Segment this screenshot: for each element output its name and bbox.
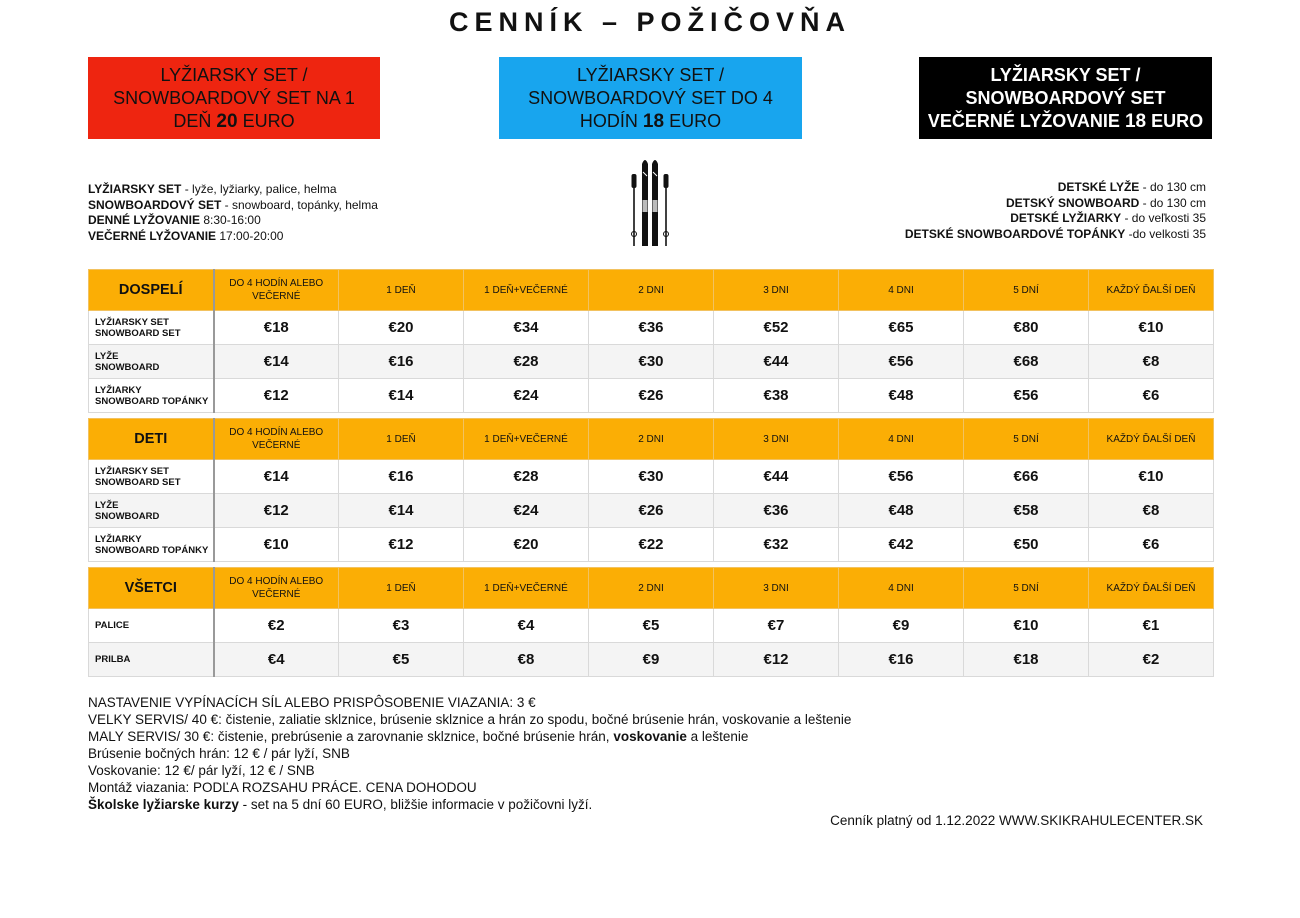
price-cell: €24 (464, 379, 589, 413)
column-header: 4 DNI (839, 568, 964, 609)
row-label-line: LYŽIARKY (95, 533, 142, 545)
row-label: PRILBA (89, 643, 214, 677)
info-text: 17:00-20:00 (216, 228, 284, 243)
promo-price: 18 (642, 110, 665, 132)
promo-4h-set (499, 57, 802, 139)
column-header: 1 DEŇ+VEČERNÉ (464, 270, 589, 311)
column-header: 1 DEŇ+VEČERNÉ (464, 419, 589, 460)
info-text: - do 130 cm (1139, 195, 1206, 210)
validity-note: Cenník platný od 1.12.2022 WWW.SKIKRAHULECENTER.SK (830, 813, 1203, 828)
promo-line: DEŇ (173, 110, 217, 131)
table-row (89, 311, 1214, 345)
promo-unit: EURO (1146, 110, 1204, 131)
table-header-row (89, 270, 1214, 311)
row-label-line: LYŽIARKY (95, 384, 142, 396)
row-label (89, 311, 214, 345)
price-table-adults (88, 269, 1214, 413)
column-header: KAŽDÝ ĎALŠÍ DEŇ (1089, 419, 1214, 460)
promo-price: 20 (216, 110, 238, 132)
info-label: DENNÉ LYŽOVANIE (88, 213, 201, 227)
price-cell: €5 (589, 609, 714, 643)
price-cell: €12 (714, 643, 839, 677)
row-label-line: LYŽIARSKY SET (95, 316, 169, 328)
service-text: - set na 5 dní 60 EURO, bližšie informacie v požičovni lyží. (238, 797, 593, 812)
price-cell: €56 (964, 379, 1089, 413)
price-cell: €4 (214, 643, 339, 677)
price-table-kids (88, 418, 1214, 562)
promo-line: VEČERNÉ LYŽOVANIE (927, 110, 1125, 131)
price-cell: €44 (714, 345, 839, 379)
info-label: VEČERNÉ LYŽOVANIE (88, 228, 217, 243)
info-label: DETSKÉ LYŽE (1057, 180, 1140, 194)
price-cell: €36 (714, 494, 839, 528)
price-cell: €10 (214, 528, 339, 562)
price-cell: €14 (214, 460, 339, 494)
column-header: DO 4 HODÍN ALEBO VEČERNÉ (214, 419, 339, 460)
column-header: 1 DEŇ (339, 568, 464, 609)
service-line (88, 796, 851, 813)
row-label (89, 379, 214, 413)
price-cell: €26 (589, 494, 714, 528)
promo-line: SNOWBOARDOVÝ SET (965, 87, 1166, 108)
page-title: CENNÍK – POŽIČOVŇA (448, 7, 852, 37)
price-cell: €9 (589, 643, 714, 677)
column-header: 3 DNI (714, 419, 839, 460)
price-cell: €16 (339, 460, 464, 494)
price-cell: €22 (589, 528, 714, 562)
column-header: KAŽDÝ ĎALŠÍ DEŇ (1089, 270, 1214, 311)
table-row (89, 609, 1214, 643)
price-cell: €34 (464, 311, 589, 345)
service-line: Voskovanie: 12 €/ pár lyží, 12 € / SNB (88, 763, 315, 778)
promo-unit: EURO (664, 110, 722, 131)
promo-line: SNOWBOARDOVÝ SET DO 4 (528, 87, 773, 108)
table-row (89, 379, 1214, 413)
price-cell: €50 (964, 528, 1089, 562)
price-cell: €1 (1089, 609, 1214, 643)
price-cell: €14 (214, 345, 339, 379)
price-cell: €42 (839, 528, 964, 562)
price-cell: €12 (214, 494, 339, 528)
promo-line: SNOWBOARDOVÝ SET NA 1 (113, 87, 355, 108)
price-cell: €44 (714, 460, 839, 494)
services-list (88, 694, 851, 813)
price-cell: €18 (964, 643, 1089, 677)
column-header: 1 DEŇ (339, 270, 464, 311)
info-text: -do velkosti 35 (1125, 226, 1206, 241)
price-cell: €36 (589, 311, 714, 345)
info-label: DETSKÝ SNOWBOARD (1005, 195, 1140, 210)
price-cell: €16 (839, 643, 964, 677)
price-cell: €5 (339, 643, 464, 677)
row-label (89, 345, 214, 379)
column-header: 2 DNI (589, 419, 714, 460)
promo-line: HODÍN (579, 110, 643, 131)
price-cell: €3 (339, 609, 464, 643)
row-label: PALICE (89, 609, 214, 643)
price-cell: €26 (589, 379, 714, 413)
row-label-line: SNOWBOARD SET (95, 476, 181, 488)
service-line (88, 728, 851, 745)
column-header: 3 DNI (714, 270, 839, 311)
price-cell: €56 (839, 345, 964, 379)
column-header: 5 DNÍ (964, 568, 1089, 609)
column-header: 5 DNÍ (964, 270, 1089, 311)
promo-line: LYŽIARSKY SET / (990, 64, 1141, 85)
info-label: DETSKÉ LYŽIARKY (1010, 211, 1122, 225)
price-cell: €20 (339, 311, 464, 345)
price-cell: €8 (1089, 345, 1214, 379)
price-cell: €18 (214, 311, 339, 345)
info-label: DETSKÉ SNOWBOARDOVÉ TOPÁNKY (904, 226, 1126, 241)
column-header: 1 DEŇ (339, 419, 464, 460)
price-cell: €6 (1089, 528, 1214, 562)
service-text: a leštenie (686, 729, 749, 744)
row-label-line: SNOWBOARD (95, 510, 160, 522)
service-line: NASTAVENIE VYPÍNACÍCH SÍL ALEBO PRISPÔSOBENIE VIAZANIA: 3 € (88, 695, 536, 710)
column-header: 2 DNI (589, 270, 714, 311)
column-header: KAŽDÝ ĎALŠÍ DEŇ (1089, 568, 1214, 609)
row-label (89, 460, 214, 494)
info-text: - snowboard, topánky, helma (221, 197, 378, 212)
category-label: DETI (89, 419, 214, 460)
column-header: 3 DNI (714, 568, 839, 609)
info-text: - do 130 cm (1139, 180, 1206, 194)
column-header: 5 DNÍ (964, 419, 1089, 460)
price-cell: €10 (964, 609, 1089, 643)
kids-gear-info (905, 180, 1206, 242)
price-cell: €6 (1089, 379, 1214, 413)
price-cell: €7 (714, 609, 839, 643)
table-row (89, 494, 1214, 528)
price-cell: €48 (839, 379, 964, 413)
row-label-line: SNOWBOARD TOPÁNKY (95, 395, 209, 407)
price-cell: €12 (339, 528, 464, 562)
price-cell: €52 (714, 311, 839, 345)
price-cell: €2 (1089, 643, 1214, 677)
table-row (89, 528, 1214, 562)
price-cell: €4 (464, 609, 589, 643)
column-header: DO 4 HODÍN ALEBO VEČERNÉ (214, 270, 339, 311)
price-cell: €58 (964, 494, 1089, 528)
column-header: 1 DEŇ+VEČERNÉ (464, 568, 589, 609)
row-label (89, 528, 214, 562)
info-label: SNOWBOARDOVÝ SET (88, 197, 222, 212)
category-label: DOSPELÍ (89, 270, 214, 311)
info-text: 8:30-16:00 (200, 213, 261, 227)
price-cell: €48 (839, 494, 964, 528)
price-cell: €16 (339, 345, 464, 379)
column-header: DO 4 HODÍN ALEBO VEČERNÉ (214, 568, 339, 609)
price-cell: €2 (214, 609, 339, 643)
row-label-line: LYŽE (95, 499, 119, 511)
price-cell: €20 (464, 528, 589, 562)
category-label: VŠETCI (89, 568, 214, 609)
price-cell: €65 (839, 311, 964, 345)
price-cell: €28 (464, 345, 589, 379)
info-text: - lyže, lyžiarky, palice, helma (181, 182, 337, 196)
price-cell: €24 (464, 494, 589, 528)
service-text-bold: Školske lyžiarske kurzy (88, 797, 239, 812)
price-cell: €10 (1089, 311, 1214, 345)
price-cell: €10 (1089, 460, 1214, 494)
service-line: VELKY SERVIS/ 40 €: čistenie, zaliatie sklznice, brúsenie sklznice a hrán zo spodu, bočné brúsenie hrán, voskovanie a leštenie (88, 712, 852, 727)
info-label: LYŽIARSKY SET (88, 182, 182, 196)
price-cell: €14 (339, 494, 464, 528)
row-label (89, 494, 214, 528)
price-cell: €30 (589, 460, 714, 494)
price-cell: €38 (714, 379, 839, 413)
promo-price: 18 (1124, 110, 1147, 132)
promo-unit: EURO (237, 110, 295, 131)
price-cell: €56 (839, 460, 964, 494)
price-cell: €68 (964, 345, 1089, 379)
row-label-line: LYŽE (95, 350, 119, 362)
row-label-line: SNOWBOARD SET (95, 327, 181, 339)
table-header-row (89, 419, 1214, 460)
promo-line: LYŽIARSKY SET / (576, 64, 725, 85)
column-header: 4 DNI (839, 419, 964, 460)
price-cell: €30 (589, 345, 714, 379)
price-cell: €14 (339, 379, 464, 413)
row-label-line: SNOWBOARD (95, 361, 160, 373)
price-cell: €8 (1089, 494, 1214, 528)
row-label-line: LYŽIARSKY SET (95, 465, 169, 477)
promo-day-set (88, 57, 380, 139)
table-row (89, 345, 1214, 379)
column-header: 2 DNI (589, 568, 714, 609)
table-row (89, 643, 1214, 677)
price-cell: €66 (964, 460, 1089, 494)
price-cell: €12 (214, 379, 339, 413)
skis-and-poles-icon (628, 156, 672, 248)
set-contents-info (88, 182, 378, 244)
table-header-row (89, 568, 1214, 609)
price-cell: €28 (464, 460, 589, 494)
service-text: MALY SERVIS/ 30 €: čistenie, prebrúsenie a zarovnanie sklznice, bočné brúsenie hrán, (88, 729, 614, 744)
price-cell: €80 (964, 311, 1089, 345)
info-text: - do veľkosti 35 (1121, 211, 1206, 225)
price-cell: €8 (464, 643, 589, 677)
service-line: Montáž viazania: PODĽA ROZSAHU PRÁCE. CENA DOHODOU (88, 780, 477, 795)
service-text-bold: voskovanie (613, 729, 687, 744)
table-row (89, 460, 1214, 494)
price-table-all (88, 567, 1214, 677)
price-cell: €32 (714, 528, 839, 562)
row-label-line: SNOWBOARD TOPÁNKY (95, 544, 209, 556)
service-line: Brúsenie bočných hrán: 12 € / pár lyží, SNB (88, 746, 350, 761)
column-header: 4 DNI (839, 270, 964, 311)
price-cell: €9 (839, 609, 964, 643)
promo-line: LYŽIARSKY SET / (160, 64, 308, 85)
promo-evening-set (919, 57, 1212, 139)
